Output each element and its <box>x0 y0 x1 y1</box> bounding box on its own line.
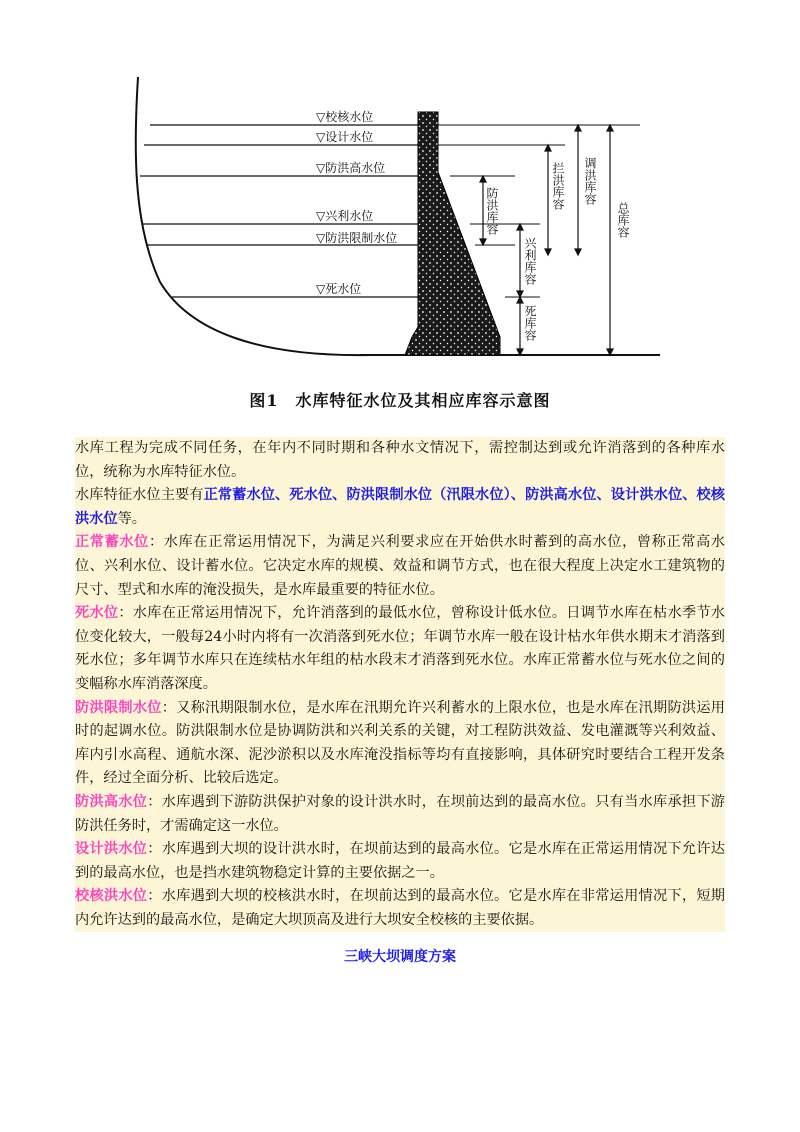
capacity-total: 总库容 <box>616 202 630 238</box>
term-flood-high: 防洪高水位 <box>75 793 148 810</box>
term-flood-limit: 防洪限制水位 <box>75 699 162 716</box>
term-dead-level: 死水位 <box>75 605 119 622</box>
capacity-regulating: 调洪库容 <box>583 157 597 205</box>
level-label-design: ▽设计水位 <box>316 130 374 144</box>
definition-normal <box>75 531 725 602</box>
definition-text: ：水库遇到大坝的设计洪水时，在坝前达到的最高水位。它是水库在正常运用情况下允许达到的最高水位，也是挡水建筑物稳定计算的主要依据之一。 <box>75 841 725 881</box>
capacity-flood-retention: 拦洪库容 <box>551 162 565 210</box>
reservoir-diagram <box>120 72 660 422</box>
water-level-list: 正常蓄水位、死水位、防洪限制水位（汛限水位）、防洪高水位、设计洪水位、校核洪水位 <box>75 487 725 527</box>
definition-check-flood <box>75 885 725 932</box>
definition-text: ：水库在正常运用情况下，允许消落到的最低水位，曾称设计低水位。日调节水库在枯水季节水位变化较大，一般每24小时内将有一次消落到死水位；年调节水库一般在设计枯水年供水期末才消落到死水位；多年调节水库只在连续枯水年组的枯水段末才消落到死水位。水库正常蓄水位与死水位之间的变幅称水库消落深度。 <box>75 605 725 692</box>
capacity-beneficial: 兴利库容 <box>523 237 537 285</box>
term-check-flood: 校核洪水位 <box>75 888 148 905</box>
definition-flood-high <box>75 791 725 838</box>
definition-text: ：水库遇到大坝的校核洪水时，在坝前达到的最高水位。它是水库在非常运用情况下，短期内允许达到的最高水位，是确定大坝顶高及进行大坝安全校核的主要依据。 <box>75 888 725 928</box>
definition-text: ：又称汛期限制水位，是水库在汛期允许兴利蓄水的上限水位，也是水库在汛期防洪运用时的起调水位。防洪限制水位是协调防洪和兴利关系的关键，对工程防洪效益、发电灌溉等兴利效益、库内引水高程、通航水深、泥沙淤积以及水库淹没指标等均有直接影响，具体研究时要结合工程开发条件，经过全面分析、比较后选定。 <box>75 699 725 787</box>
water-level-lines <box>140 125 420 297</box>
definition-dead <box>75 602 725 696</box>
summary-suffix: 等。 <box>117 510 146 527</box>
summary-paragraph <box>75 484 725 531</box>
definition-text: ：水库遇到下游防洪保护对象的设计洪水时，在坝前达到的最高水位。只有当水库承担下游防洪任务时，才需确定这一水位。 <box>75 793 725 834</box>
level-label-flood-high: ▽防洪高水位 <box>316 161 386 175</box>
level-label-dead: ▽死水位 <box>316 282 362 296</box>
figure-caption: 图1 水库特征水位及其相应库容示意图 <box>249 391 551 410</box>
level-label-flood-limit: ▽防洪限制水位 <box>316 231 398 245</box>
summary-prefix: 水库特征水位主要有 <box>75 487 204 504</box>
intro-paragraph: 水库工程为完成不同任务，在年内不同时期和各种水文情况下，需控制达到或允许消落到的各种库水位，统称为水库特征水位。 <box>75 440 725 480</box>
level-label-check: ▽校核水位 <box>316 110 374 124</box>
term-normal-pool: 正常蓄水位 <box>75 534 149 551</box>
term-design-flood: 设计洪水位 <box>75 841 148 858</box>
definition-design-flood <box>75 838 725 885</box>
capacity-dead: 死库容 <box>523 305 537 341</box>
level-label-beneficial: ▽兴利水位 <box>316 209 374 223</box>
definition-text: ：水库在正常运用情况下，为满足兴利要求应在开始供水时蓄到的高水位，曾称正常高水位、兴利水位、设计蓄水位。它决定水库的规模、效益和调节方式，也在很大程度上决定水工建筑物的尺寸、型式和水库的淹没损失，是水库最重要的特征水位。 <box>75 534 725 598</box>
capacity-flood-control: 防洪库容 <box>485 187 499 235</box>
three-gorges-link[interactable]: 三峡大坝调度方案 <box>344 949 456 965</box>
text-body <box>75 437 725 932</box>
definition-flood-limit <box>75 697 725 791</box>
